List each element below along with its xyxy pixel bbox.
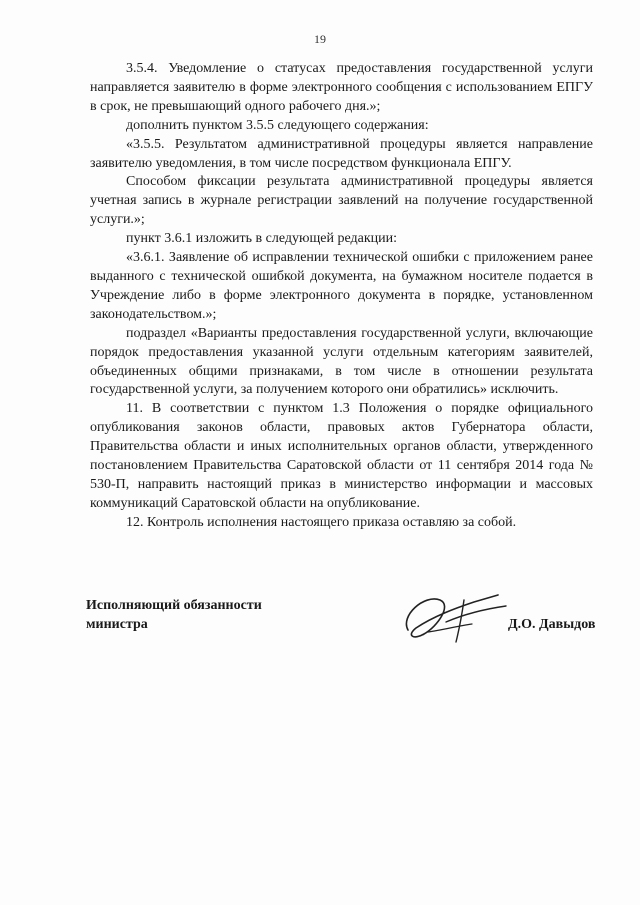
signatory-name: Д.О. Давыдов	[508, 617, 596, 632]
paragraph-3-6-1: «3.6.1. Заявление об исправлении технической ошибки с приложением ранее выданного с технической ошибкой документа, на бумажном носителе подается в Учреждение либо в форме электронного документа в порядке, установленном законодательством.»;	[90, 250, 593, 322]
signature-block	[86, 596, 606, 656]
paragraph-3-5-4: 3.5.4. Уведомление о статусах предоставления государственной услуги направляется заявителю в форме электронного сообщения с использованием ЕПГУ в срок, не превышающий одного рабочего дня.»;	[90, 61, 593, 114]
paragraph-add-3-5-5: дополнить пунктом 3.5.5 следующего содержания:	[126, 117, 429, 133]
paragraph-3-5-5: «3.5.5. Результатом административной процедуры является направление заявителю уведомления, в том числе посредством функционала ЕПГУ.	[90, 136, 593, 171]
signatory-title	[86, 596, 262, 634]
signatory-title-line-1: Исполняющий обязанности	[86, 598, 262, 613]
document-body	[90, 60, 593, 533]
paragraph-item-11: 11. В соответствии с пунктом 1.3 Положения о порядке официального опубликования законов области, правовых актов Губернатора области, Правительства области и иных исполнительных органов области, утвержденного постановлением Правительства Саратовской области от 11 сентября 2014 года № 530-П, направить настоящий приказ в министерство информации и массовых коммуникаций Саратовской области на опубликование.	[90, 401, 593, 511]
page-number: 19	[314, 32, 326, 46]
paragraph-3-6-1-intro: пункт 3.6.1 изложить в следующей редакции:	[126, 231, 397, 247]
handwritten-signature	[394, 586, 514, 648]
paragraph-fixation: Способом фиксации результата административной процедуры является учетная запись в журнале регистрации заявлений на получение государственной услуги.»;	[90, 174, 593, 228]
paragraph-subsection-exclude: подраздел «Варианты предоставления государственной услуги, включающие порядок предоставления указанной услуги отдельным категориям заявителей, объединенных общими признаками, в том числе в отношении результата государственной услуги, за получением которого они обратились» исключить.	[90, 325, 593, 398]
signatory-title-line-2: министра	[86, 617, 148, 632]
paragraph-item-12: 12. Контроль исполнения настоящего приказа оставляю за собой.	[126, 514, 517, 530]
